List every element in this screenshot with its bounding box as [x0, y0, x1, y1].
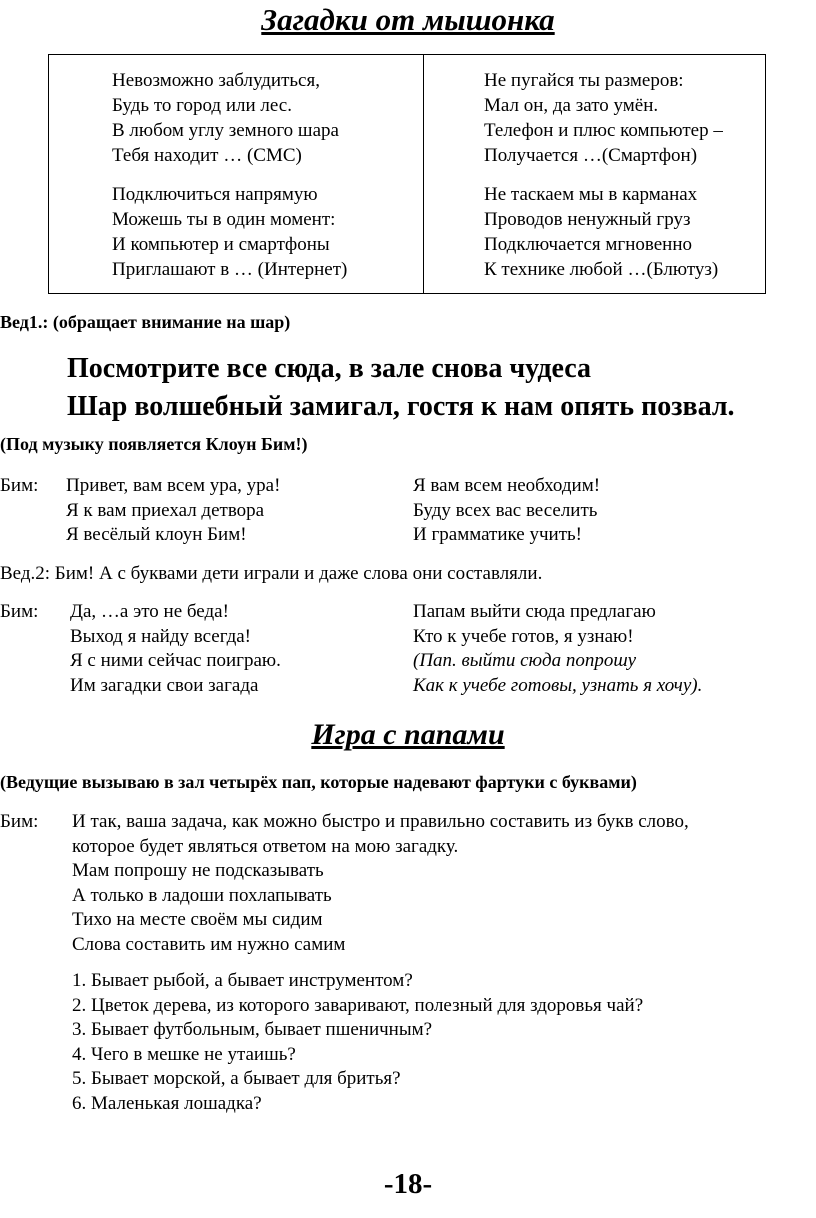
riddle-line: Не таскаем мы в карманах	[484, 184, 698, 205]
riddle-line: Подключается мгновенно	[484, 234, 693, 255]
riddle-bluetooth	[484, 182, 718, 282]
verse-line: Я с ними сейчас поиграю.	[70, 650, 281, 671]
verse-line: Да, …а это не беда!	[70, 601, 229, 622]
poem-line: Посмотрите все сюда, в зале снова чудеса	[67, 353, 592, 384]
poem-line: Шар волшебный замигал, гостя к нам опять позвал.	[67, 391, 735, 422]
riddles-table	[48, 54, 766, 294]
riddle-internet	[112, 182, 347, 282]
riddle-line: Можешь ты в один момент:	[112, 209, 336, 230]
riddle-line: Тебя находит … (СМС)	[112, 145, 302, 166]
verse-line: И грамматике учить!	[413, 524, 582, 545]
verse-line-italic: (Пап. выйти сюда попрошу	[413, 650, 637, 671]
speaker-label: Бим:	[0, 811, 39, 832]
riddle-line: Проводов ненужный груз	[484, 209, 691, 230]
verse-line-italic: Как к учебе готовы, узнать я хочу).	[413, 674, 703, 696]
ved2-line: Вед.2: Бим! А с буквами дети играли и даже слова они составляли.	[0, 563, 543, 584]
verse-line: Я вам всем необходим!	[413, 475, 601, 496]
verse-line: Папам выйти сюда предлагаю	[413, 601, 656, 622]
riddle-line: Приглашают в … (Интернет)	[112, 259, 348, 280]
page-title: Загадки от мышонка	[261, 2, 555, 37]
section-title: Игра с папами	[311, 718, 505, 751]
verse-line: Привет, вам всем ура, ура!	[66, 475, 281, 496]
riddle-line: Невозможно заблудиться,	[112, 70, 320, 91]
instruction-line: А только в ладоши похлапывать	[72, 884, 332, 906]
verse-line: Им загадки свои загада	[70, 674, 259, 696]
question-item: 2. Цветок дерева, из которого заваривают, полезный для здоровья чай?	[72, 994, 644, 1016]
riddle-line: Подключиться напрямую	[112, 184, 318, 205]
question-item: 3. Бывает футбольным, бывает пшеничным?	[72, 1019, 433, 1040]
question-item: 5. Бывает морской, а бывает для бритья?	[72, 1068, 401, 1089]
ved1-remark: Вед1.: (обращает внимание на шар)	[0, 312, 291, 332]
bim-verse-right	[413, 600, 702, 698]
question-item: 4. Чего в мешке не утаишь?	[72, 1043, 296, 1065]
instruction-line: Мам попрошу не подсказывать	[72, 860, 324, 881]
instruction-line: Тихо на месте своём мы сидим	[72, 909, 323, 930]
riddle-line: Получается …(Смартфон)	[484, 145, 698, 166]
question-item: 1. Бывает рыбой, а бывает инструментом?	[72, 970, 413, 991]
bim-instructions	[72, 810, 689, 957]
verse-line: Я весёлый клоун Бим!	[66, 524, 247, 545]
verse-line: Буду всех вас веселить	[413, 499, 598, 521]
riddle-questions-list	[72, 969, 643, 1116]
clown-stage-direction: (Под музыку появляется Клоун Бим!)	[0, 434, 308, 454]
riddle-sms	[112, 68, 339, 168]
riddle-line: К технике любой …(Блютуз)	[484, 259, 719, 280]
speaker-label: Бим:	[0, 601, 39, 622]
page-number: -18-	[383, 1168, 433, 1200]
big-poem	[67, 350, 735, 426]
riddle-line: И компьютер и смартфоны	[112, 234, 330, 255]
verse-line: Я к вам приехал детвора	[66, 499, 265, 521]
riddle-line: В любом углу земного шара	[112, 120, 339, 141]
instruction-line: которое будет являться ответом на мою загадку.	[72, 835, 459, 857]
riddle-line: Телефон и плюс компьютер –	[484, 120, 723, 141]
instruction-line: И так, ваша задача, как можно быстро и правильно составить из букв слово,	[72, 811, 689, 832]
verse-line: Выход я найду всегда!	[70, 625, 251, 647]
bim-verse-right	[413, 474, 600, 548]
riddle-line: Будь то город или лес.	[112, 95, 292, 116]
game-stage-direction: (Ведущие вызываю в зал четырёх пап, которые надевают фартуки с буквами)	[0, 772, 637, 792]
speaker-label: Бим:	[0, 475, 39, 496]
riddle-line: Мал он, да зато умён.	[484, 95, 659, 116]
question-item: 6. Маленькая лошадка?	[72, 1092, 262, 1114]
bim-verse-left	[70, 600, 281, 698]
riddle-line: Не пугайся ты размеров:	[484, 70, 684, 91]
riddle-smartphone	[484, 68, 723, 168]
verse-line: Кто к учебе готов, я узнаю!	[413, 625, 634, 647]
instruction-line: Слова составить им нужно самим	[72, 933, 346, 955]
bim-verse-left	[66, 474, 280, 548]
table-divider	[423, 55, 424, 293]
